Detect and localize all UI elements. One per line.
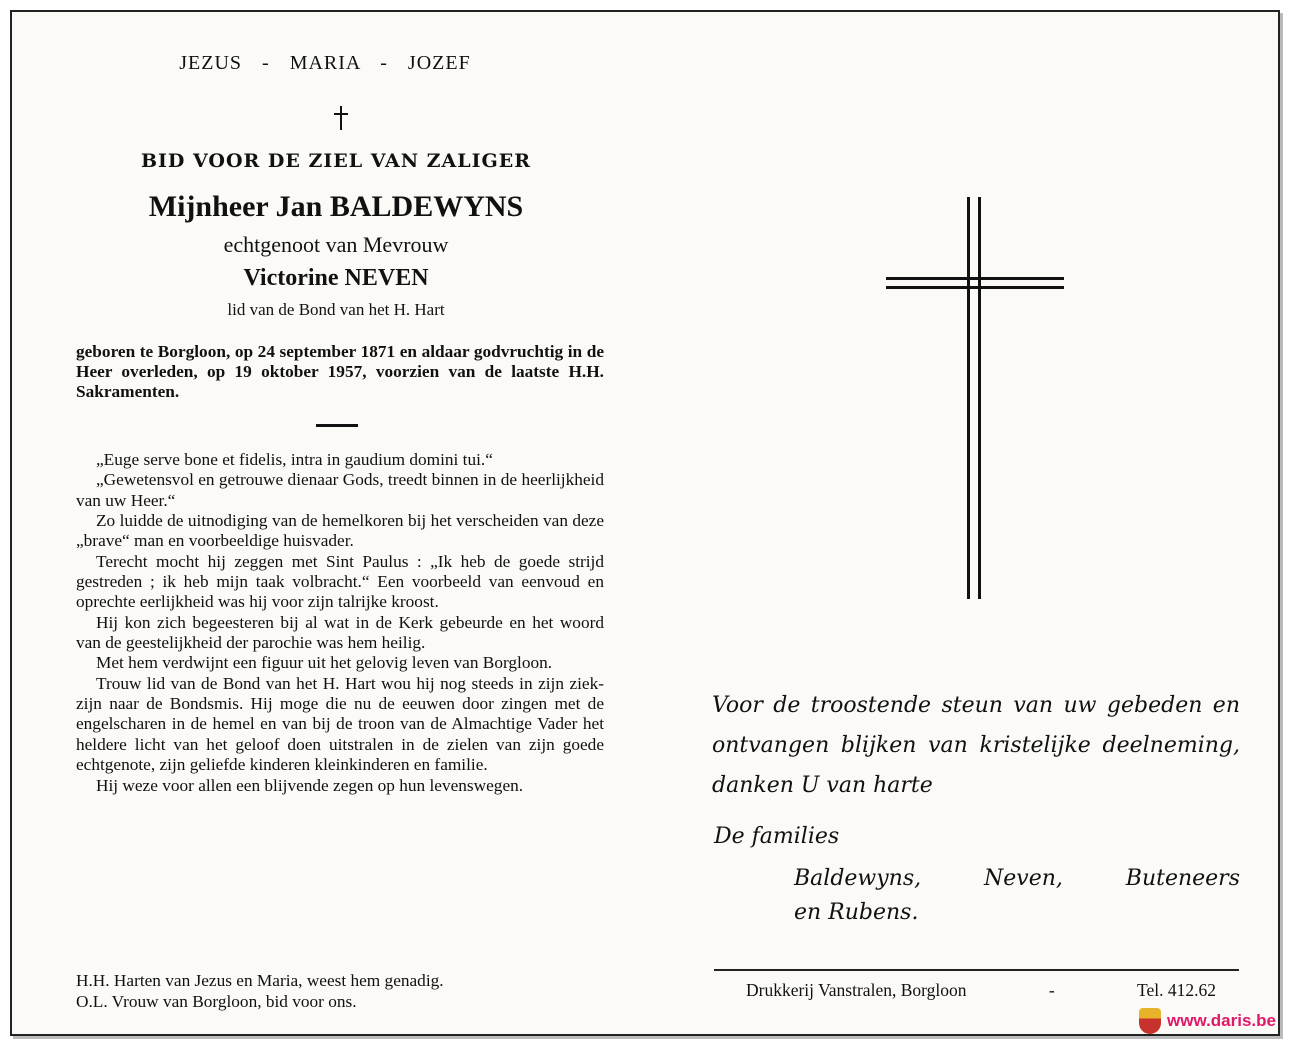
- spouse-intro: echtgenoot van Mevrouw: [223, 232, 449, 257]
- family-name: Buteneers: [1125, 866, 1240, 891]
- memorial-card: [10, 10, 1280, 1036]
- spouse-name: Victorine NEVEN: [243, 265, 429, 291]
- large-cross-icon: [886, 197, 1064, 599]
- family-names: [794, 862, 1240, 930]
- family-heading: De families: [714, 824, 840, 849]
- biography: geboren te Borgloon, op 24 september 1871 en aldaar godvruchtig in de Heer overleden, op 19 oktober 1957, voorzien van de laatste H.H. Sakramenten.: [76, 342, 604, 401]
- watermark: [1139, 1008, 1276, 1034]
- family-name: Baldewyns,: [794, 866, 922, 891]
- cross-icon: [334, 106, 348, 130]
- paragraph: Terecht mocht hij zeggen met Sint Paulus : „Ik heb de goede strijd gestreden ; ik heb mijn taak volbracht.“ Een voorbeeld van eenvoud en oprechte eerlijkheid was hij voor zijn talrijke kroost.: [76, 551, 604, 612]
- memorial-text: [76, 450, 604, 796]
- deceased-name: Mijnheer Jan BALDEWYNS: [148, 190, 524, 223]
- left-panel: [76, 52, 604, 1011]
- printer-dash: -: [1048, 980, 1055, 1000]
- paragraph: Zo luidde de uitnodiging van de hemelkoren bij het verscheiden van deze „brave“ man en voorbeeldige huisvader.: [76, 511, 604, 551]
- watermark-url[interactable]: www.daris.be: [1167, 1011, 1276, 1030]
- closing-line: H.H. Harten van Jezus en Maria, weest hem genadig.: [76, 971, 444, 990]
- paragraph: Hij kon zich begeesteren bij al wat in de Kerk gebeurde en het woord van de geestelijkheid der parochie was hem heilig.: [76, 612, 604, 653]
- paragraph: Hij weze voor allen een blijvende zegen op hun levenswegen.: [96, 775, 524, 795]
- family-name: en Rubens.: [794, 900, 919, 925]
- paragraph: „Euge serve bone et fidelis, intra in gaudium domini tui.“: [96, 450, 493, 469]
- family-name: Neven,: [984, 866, 1063, 891]
- paragraph: Met hem verdwijnt een figuur uit het gelovig leven van Borgloon.: [96, 653, 553, 673]
- invocation: JEZUS - MARIA - JOZEF: [179, 52, 471, 74]
- closing-line: O.L. Vrouw van Borgloon, bid voor ons.: [76, 992, 357, 1011]
- closing-prayers: [76, 970, 604, 1012]
- membership: lid van de Bond van het H. Hart: [227, 300, 445, 319]
- printer-rule: [714, 969, 1239, 971]
- paragraph: Trouw lid van de Bond van het H. Hart wou hij nog steeds in zijn ziek-zijn naar de Bondsmis. Hij moge die nu de eeuwen door zingen met de engelscharen in de hemel en van bij de troon van de Almachtige Vader het heldere licht van het geloof doen uitstralen in de zielen van zijn goede echtgenote, zijn geliefde kinderen kleinkinderen en familie.: [76, 673, 604, 775]
- thanks-message: Voor de troostende steun van uw gebeden en ontvangen blijken van kristelijke deelneming, danken U van harte: [712, 693, 1240, 798]
- printer-name: Drukkerij Vanstralen, Borgloon: [746, 980, 967, 1000]
- divider: [316, 424, 358, 427]
- shield-icon: [1139, 1008, 1161, 1034]
- prayer-heading: BID VOOR DE ZIEL VAN ZALIGER: [140, 150, 532, 172]
- printer-info: [746, 980, 1216, 1001]
- paragraph: „Gewetensvol en getrouwe dienaar Gods, treedt binnen in de heerlijkheid van uw Heer.“: [76, 470, 604, 510]
- printer-phone: Tel. 412.62: [1137, 980, 1216, 1000]
